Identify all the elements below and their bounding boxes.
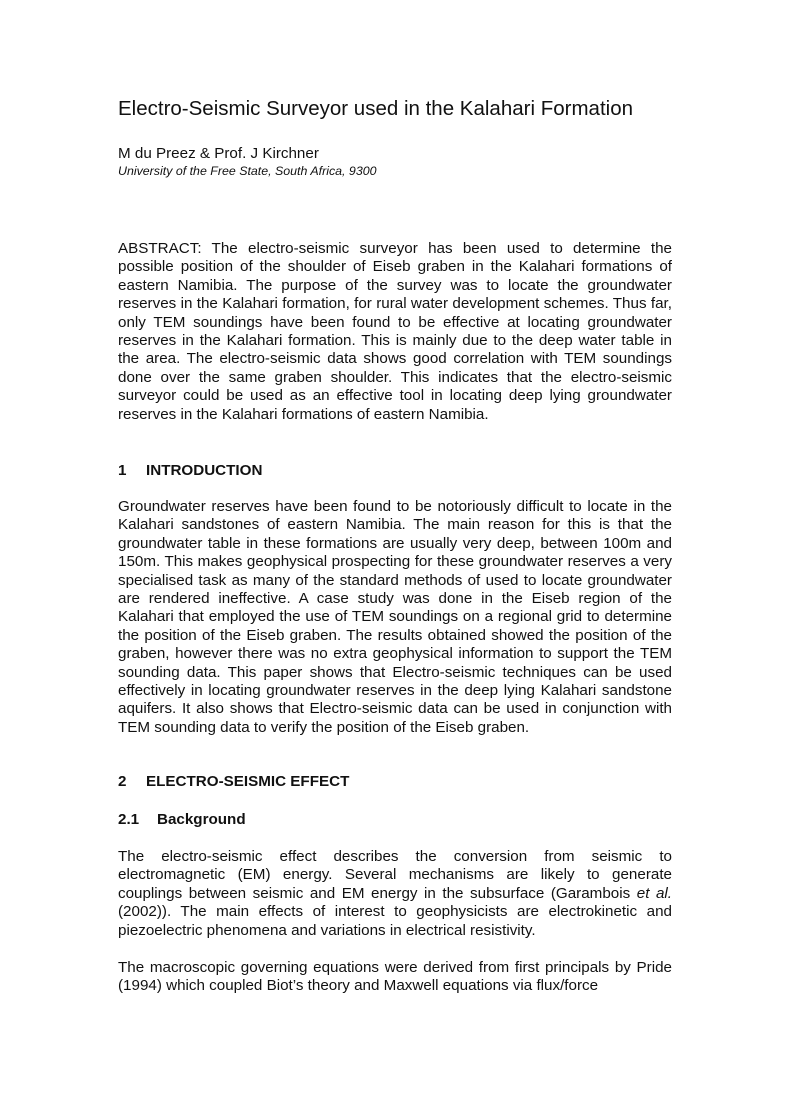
section-number: 1 — [118, 462, 127, 479]
paper-title: Electro-Seismic Surveyor used in the Kalahari Formation — [118, 97, 633, 120]
section-heading-electro-seismic-effect — [118, 773, 349, 791]
introduction-paragraph: Groundwater reserves have been found to be notoriously difficult to locate in the Kalahari sandstones of eastern Namibia. The main reason for this is that the groundwater table in these formations are usually very deep, between 100m and 150m. This makes geophysical prospecting for these groundwater reserves a very specialised task as many of the standard methods of used to locate groundwater are rendered ineffective. A case study was done in the Eiseb region of the Kalahari that employed the use of TEM soundings on a regional grid to determine the position of the Eiseb graben. The results obtained showed the position of the graben, however there was no extra geophysical information to support the TEM sounding data. This paper shows that Electro-seismic techniques can be used effectively in locating groundwater reserves in the deep lying Kalahari sandstone aquifers. It also shows that Electro-seismic data can be used in conjunction with TEM sounding data to verify the position of the Eiseb graben. — [118, 498, 672, 736]
subsection-number: 2.1 — [118, 811, 140, 828]
background-paragraph-1 — [118, 848, 672, 940]
section-heading-introduction — [118, 462, 262, 480]
section-title: ELECTRO-SEISMIC EFFECT — [146, 773, 350, 790]
section-title: INTRODUCTION — [146, 462, 263, 479]
author-list: M du Preez & Prof. J Kirchner — [118, 145, 319, 162]
background-text-start: The electro-seismic effect describes the conversion from seismic to electromagnetic (EM) energy. Several mechanisms are likely to generate couplings between seismic and EM energy in the subsurface (Garambois — [118, 848, 672, 902]
author-affiliation: University of the Free State, South Africa, 9300 — [118, 164, 377, 178]
subsection-heading-background — [118, 811, 246, 829]
section-number: 2 — [118, 773, 127, 790]
background-text-end: (2002)). The main effects of interest to geophysicists are electrokinetic and piezoelectric phenomena and variations in electrical resistivity. — [118, 903, 672, 939]
background-paragraph-2: The macroscopic governing equations were derived from first principals by Pride (1994) which coupled Biot’s theory and Maxwell equations via flux/force — [118, 959, 672, 995]
subsection-title: Background — [157, 811, 246, 828]
abstract-paragraph: ABSTRACT: The electro-seismic surveyor has been used to determine the possible position of the shoulder of Eiseb graben in the Kalahari formations of eastern Namibia. The purpose of the survey was to locate the groundwater reserves in the Kalahari formation, for rural water development schemes. Thus far, only TEM soundings have been found to be effective at locating groundwater reserves in the Kalahari formation. This is mainly due to the deep water table in the area. The electro-seismic data shows good correlation with TEM soundings done over the same graben shoulder. This indicates that the electro-seismic surveyor could be used as an effective tool in locating deep lying groundwater reserves in the Kalahari formations of eastern Namibia. — [118, 240, 672, 423]
citation-et-al: et al. — [636, 884, 672, 902]
